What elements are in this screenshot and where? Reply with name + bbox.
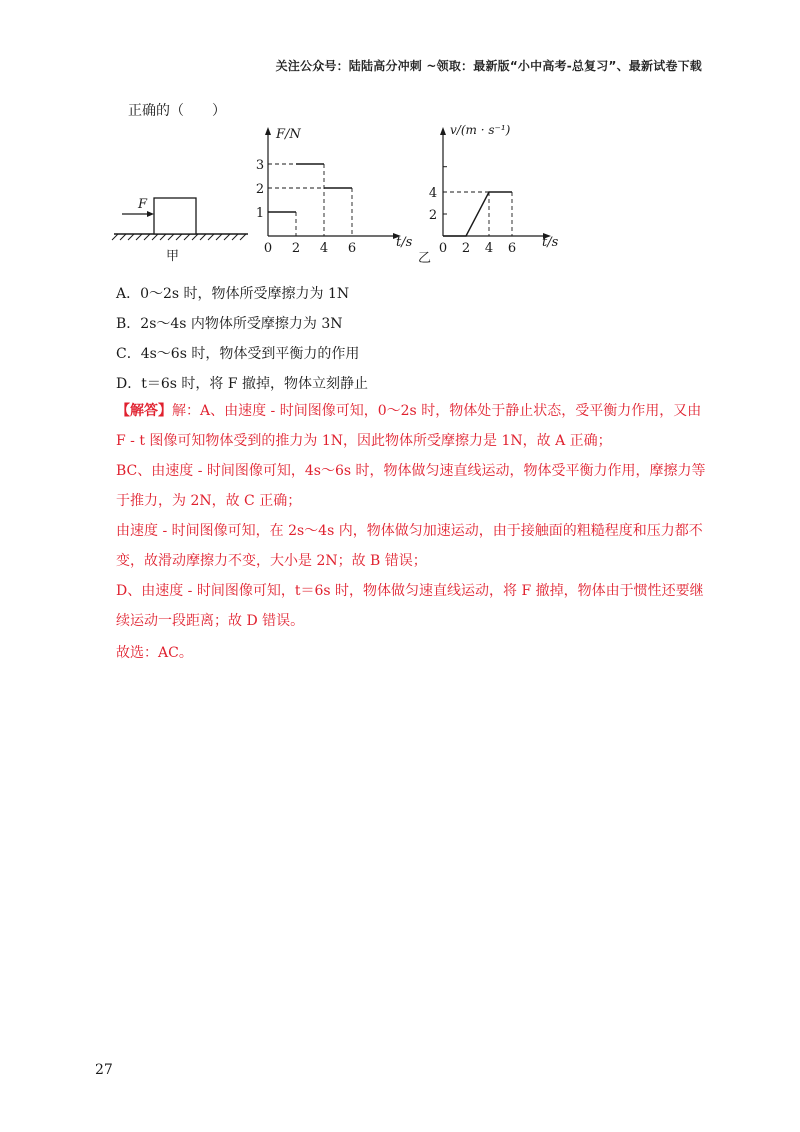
velocity-line <box>443 192 512 236</box>
option-c: C．4s～6s 时，物体受到平衡力的作用 <box>116 346 360 362</box>
answer-line-6: 变，故滑动摩擦力不变，大小是 2N；故 B 错误； <box>116 553 427 569</box>
figure-jia <box>112 197 248 264</box>
force-ytick-1: 2 <box>255 182 265 197</box>
velocity-xtick-1: 2 <box>461 241 471 256</box>
force-xlabel: t/s <box>396 235 413 250</box>
option-b: B．2s～4s 内物体所受摩擦力为 3N <box>116 316 343 332</box>
force-ytick-2: 3 <box>255 158 265 173</box>
force-y-arrow <box>265 127 271 135</box>
force-xtick-3: 6 <box>347 241 357 256</box>
block <box>154 198 196 234</box>
velocity-y-arrow <box>440 127 446 135</box>
force-ytick-0: 1 <box>255 206 265 221</box>
velocity-ytick-1: 4 <box>428 186 438 201</box>
caption-jia: 甲 <box>166 249 180 264</box>
answer-line-8: 续运动一段距离；故 D 错误。 <box>116 613 305 629</box>
force-chart <box>256 127 413 256</box>
page-header: 关注公众号：陆陆高分冲刺 ~领取：最新版“小中高考-总复习”、最新试卷下载 <box>275 59 702 73</box>
answer-line-1: 【解答】解：A、由速度 - 时间图像可知，0～2s 时，物体处于静止状态，受平衡力作用，又由 <box>116 403 702 419</box>
velocity-ytick-0: 2 <box>428 208 438 223</box>
answer-line-4: 于推力，为 2N，故 C 正确； <box>116 493 302 509</box>
velocity-xtick-2: 4 <box>484 241 494 256</box>
ground-hatch <box>112 234 246 240</box>
answer-line-9: 故选：AC。 <box>116 645 193 661</box>
figure <box>110 118 610 268</box>
velocity-xtick-0: 0 <box>438 241 448 256</box>
page-number: 27 <box>95 1062 113 1078</box>
force-xtick-1: 2 <box>291 241 301 256</box>
answer-tag: 【解答】 <box>116 403 172 419</box>
velocity-xlabel: t/s <box>542 235 559 250</box>
answer-line-7: D、由速度 - 时间图像可知，t＝6s 时，物体做匀速直线运动，将 F 撤掉，物体由于惯性还要继 <box>116 583 704 599</box>
question-intro: 正确的（ ） <box>128 103 226 119</box>
option-a: A．0～2s 时，物体所受摩擦力为 1N <box>116 286 350 302</box>
answer-line-5: 由速度 - 时间图像可知，在 2s～4s 内，物体做匀加速运动，由于接触面的粗糙程度和压力都不 <box>116 523 703 539</box>
force-xtick-2: 4 <box>319 241 329 256</box>
velocity-xtick-3: 6 <box>507 241 517 256</box>
answer-line-2: F - t 图像可知物体受到的推力为 1N，因此物体所受摩擦力是 1N，故 A 正确； <box>116 433 612 449</box>
force-label: F <box>138 197 148 212</box>
velocity-ylabel: v/(m · s⁻¹) <box>450 123 511 137</box>
force-arrowhead <box>147 211 154 217</box>
force-xtick-0: 0 <box>263 241 273 256</box>
velocity-chart <box>418 123 559 266</box>
force-ylabel: F/N <box>276 127 301 142</box>
caption-yi: 乙 <box>418 251 432 266</box>
answer-line-3: BC、由速度 - 时间图像可知，4s～6s 时，物体做匀速直线运动，物体受平衡力作用，摩擦力等 <box>116 463 706 479</box>
option-d: D．t＝6s 时，将 F 撤掉，物体立刻静止 <box>116 376 369 392</box>
